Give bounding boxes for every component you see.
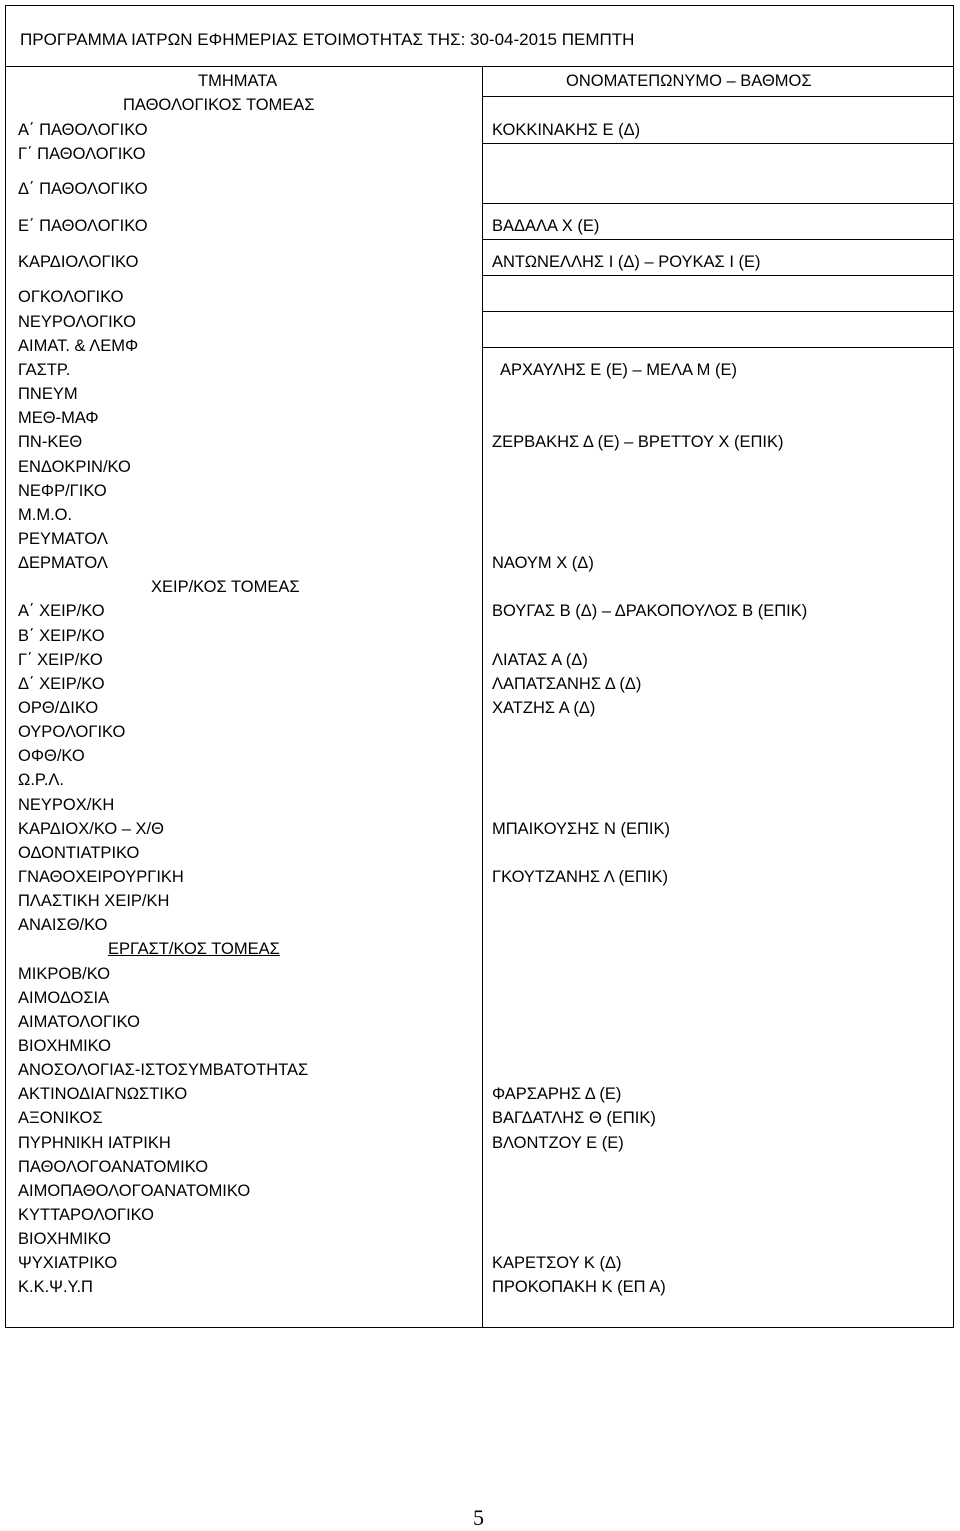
department: Κ.Κ.Ψ.Υ.Π xyxy=(18,1278,93,1296)
department: Β΄ ΧΕΙΡ/ΚΟ xyxy=(18,627,105,645)
department: ΟΡΘ/ΔΙΚΟ xyxy=(18,699,99,717)
row-rule xyxy=(483,311,954,312)
section-lab: ΕΡΓΑΣΤ/ΚΟΣ ΤΟΜΕΑΣ xyxy=(108,940,280,958)
department: ΑΙΜΟΠΑΘΟΛΟΓΟΑΝΑΤΟΜΙΚΟ xyxy=(18,1182,251,1200)
header-departments: ΤΜΗΜΑΤΑ xyxy=(198,72,278,90)
department: ΑΝΟΣΟΛΟΓΙΑΣ-ΙΣΤΟΣΥΜΒΑΤΟΤΗΤΑΣ xyxy=(18,1061,309,1079)
department: ΠΝ-ΚΕΘ xyxy=(18,433,83,451)
row-rule xyxy=(483,203,954,204)
department: ΑΚΤΙΝΟΔΙΑΓΝΩΣΤΙΚΟ xyxy=(18,1085,188,1103)
doctor-entry: ΒΟΥΓΑΣ Β (Δ) – ΔΡΑΚΟΠΟΥΛΟΣ Β (ΕΠΙΚ) xyxy=(492,602,808,620)
doctor-entry: ΑΝΤΩΝΕΛΛΗΣ Ι (Δ) – ΡΟΥΚΑΣ Ι (Ε) xyxy=(492,253,761,271)
doctor-entry: ΑΡΧΑΥΛΗΣ Ε (Ε) – ΜΕΛΑ Μ (Ε) xyxy=(500,361,738,379)
department: ΑΝΑΙΣΘ/ΚΟ xyxy=(18,916,108,934)
row-rule xyxy=(483,143,954,144)
department: ΠΝΕΥΜ xyxy=(18,385,78,403)
doctor-entry: ΒΑΔΑΛΑ Χ (Ε) xyxy=(492,217,600,235)
department: Ω.Ρ.Λ. xyxy=(18,771,65,789)
page-number: 5 xyxy=(473,1505,484,1530)
department: ΚΑΡΔΙΟΧ/ΚΟ – Χ/Θ xyxy=(18,820,164,838)
department: Μ.Μ.Ο. xyxy=(18,506,73,524)
doctor-entry: ΧΑΤΖΗΣ Α (Δ) xyxy=(492,699,596,717)
department: Γ΄ ΠΑΘΟΛΟΓΙΚΟ xyxy=(18,145,146,163)
column-divider xyxy=(482,67,483,1327)
department: ΨΥΧΙΑΤΡΙΚΟ xyxy=(18,1254,118,1272)
department: ΓΑΣΤΡ. xyxy=(18,361,71,379)
doctor-entry: ΓΚΟΥΤΖΑΝΗΣ Λ (ΕΠΙΚ) xyxy=(492,868,668,886)
doctor-entry: ΝΑΟΥΜ Χ (Δ) xyxy=(492,554,594,572)
department: ΠΛΑΣΤΙΚΗ ΧΕΙΡ/ΚΗ xyxy=(18,892,170,910)
doctor-entry: ΒΛΟΝΤΖΟΥ Ε (Ε) xyxy=(492,1134,624,1152)
department: ΜΙΚΡΟΒ/ΚΟ xyxy=(18,965,111,983)
section-pathology: ΠΑΘΟΛΟΓΙΚΟΣ ΤΟΜΕΑΣ xyxy=(123,96,315,114)
department: ΝΕΦΡ/ΓΙΚΟ xyxy=(18,482,107,500)
department: ΟΥΡΟΛΟΓΙΚΟ xyxy=(18,723,126,741)
department: Γ΄ ΧΕΙΡ/ΚΟ xyxy=(18,651,103,669)
department: ΟΔΟΝΤΙΑΤΡΙΚΟ xyxy=(18,844,140,862)
department: ΒΙΟΧΗΜΙΚΟ xyxy=(18,1230,112,1248)
doctor-entry: ΒΑΓΔΑΤΛΗΣ Θ (ΕΠΙΚ) xyxy=(492,1109,656,1127)
department: ΡΕΥΜΑΤΟΛ xyxy=(18,530,108,548)
department: Ε΄ ΠΑΘΟΛΟΓΙΚΟ xyxy=(18,217,148,235)
row-rule xyxy=(483,347,954,348)
department: ΟΓΚΟΛΟΓΙΚΟ xyxy=(18,288,124,306)
department: ΑΙΜΟΔΟΣΙΑ xyxy=(18,989,110,1007)
department: Α΄ ΧΕΙΡ/ΚΟ xyxy=(18,602,105,620)
department: ΕΝΔΟΚΡΙΝ/ΚΟ xyxy=(18,458,131,476)
section-surgery: ΧΕΙΡ/ΚΟΣ ΤΟΜΕΑΣ xyxy=(151,578,300,596)
doctor-entry: ΖΕΡΒΑΚΗΣ Δ (Ε) – ΒΡΕΤΤΟΥ Χ (ΕΠΙΚ) xyxy=(492,433,784,451)
row-rule xyxy=(483,275,954,276)
doctor-entry: ΚΑΡΕΤΣΟΥ Κ (Δ) xyxy=(492,1254,622,1272)
department: ΚΑΡΔΙΟΛΟΓΙΚΟ xyxy=(18,253,139,271)
department: ΚΥΤΤΑΡΟΛΟΓΙΚΟ xyxy=(18,1206,155,1224)
doctor-entry: ΛΑΠΑΤΣΑΝΗΣ Δ (Δ) xyxy=(492,675,642,693)
doctor-entry: ΚΟΚΚΙΝΑΚΗΣ Ε (Δ) xyxy=(492,121,641,139)
department: ΠΥΡΗΝΙΚΗ ΙΑΤΡΙΚΗ xyxy=(18,1134,171,1152)
title-box xyxy=(5,5,954,67)
department: ΟΦΘ/ΚΟ xyxy=(18,747,85,765)
department: ΓΝΑΘΟΧΕΙΡΟΥΡΓΙΚΗ xyxy=(18,868,184,886)
department: ΝΕΥΡΟΧ/ΚΗ xyxy=(18,796,115,814)
department: ΒΙΟΧΗΜΙΚΟ xyxy=(18,1037,112,1055)
department: ΝΕΥΡΟΛΟΓΙΚΟ xyxy=(18,313,136,331)
header-names: ΟΝΟΜΑΤΕΠΩΝΥΜΟ – ΒΑΘΜΟΣ xyxy=(566,72,812,90)
doctor-entry: ΛΙΑΤΑΣ Α (Δ) xyxy=(492,651,588,669)
row-rule xyxy=(483,239,954,240)
schedule-table xyxy=(5,67,954,1328)
department: ΠΑΘΟΛΟΓΟΑΝΑΤΟΜΙΚΟ xyxy=(18,1158,209,1176)
department: ΑΙΜΑΤΟΛΟΓΙΚΟ xyxy=(18,1013,140,1031)
doctor-entry: ΜΠΑΙΚΟΥΣΗΣ Ν (ΕΠΙΚ) xyxy=(492,820,670,838)
department: Δ΄ ΧΕΙΡ/ΚΟ xyxy=(18,675,105,693)
doctor-entry: ΦΑΡΣΑΡΗΣ Δ (Ε) xyxy=(492,1085,622,1103)
row-rule xyxy=(483,96,954,97)
department: Α΄ ΠΑΘΟΛΟΓΙΚΟ xyxy=(18,121,148,139)
doctor-entry: ΠΡΟΚΟΠΑΚΗ Κ (ΕΠ Α) xyxy=(492,1278,666,1296)
department: Δ΄ ΠΑΘΟΛΟΓΙΚΟ xyxy=(18,180,148,198)
page-title: ΠΡΟΓΡΑΜΜΑ ΙΑΤΡΩΝ ΕΦΗΜΕΡΙΑΣ ΕΤΟΙΜΟΤΗΤΑΣ ΤΗΣ: 30-04-2015 ΠΕΜΠΤΗ xyxy=(20,30,635,49)
department: ΜΕΘ-ΜΑΦ xyxy=(18,409,99,427)
department: ΑΙΜΑΤ. & ΛΕΜΦ xyxy=(18,337,139,355)
department: ΑΞΟΝΙΚΟΣ xyxy=(18,1109,103,1127)
department: ΔΕΡΜΑΤΟΛ xyxy=(18,554,108,572)
